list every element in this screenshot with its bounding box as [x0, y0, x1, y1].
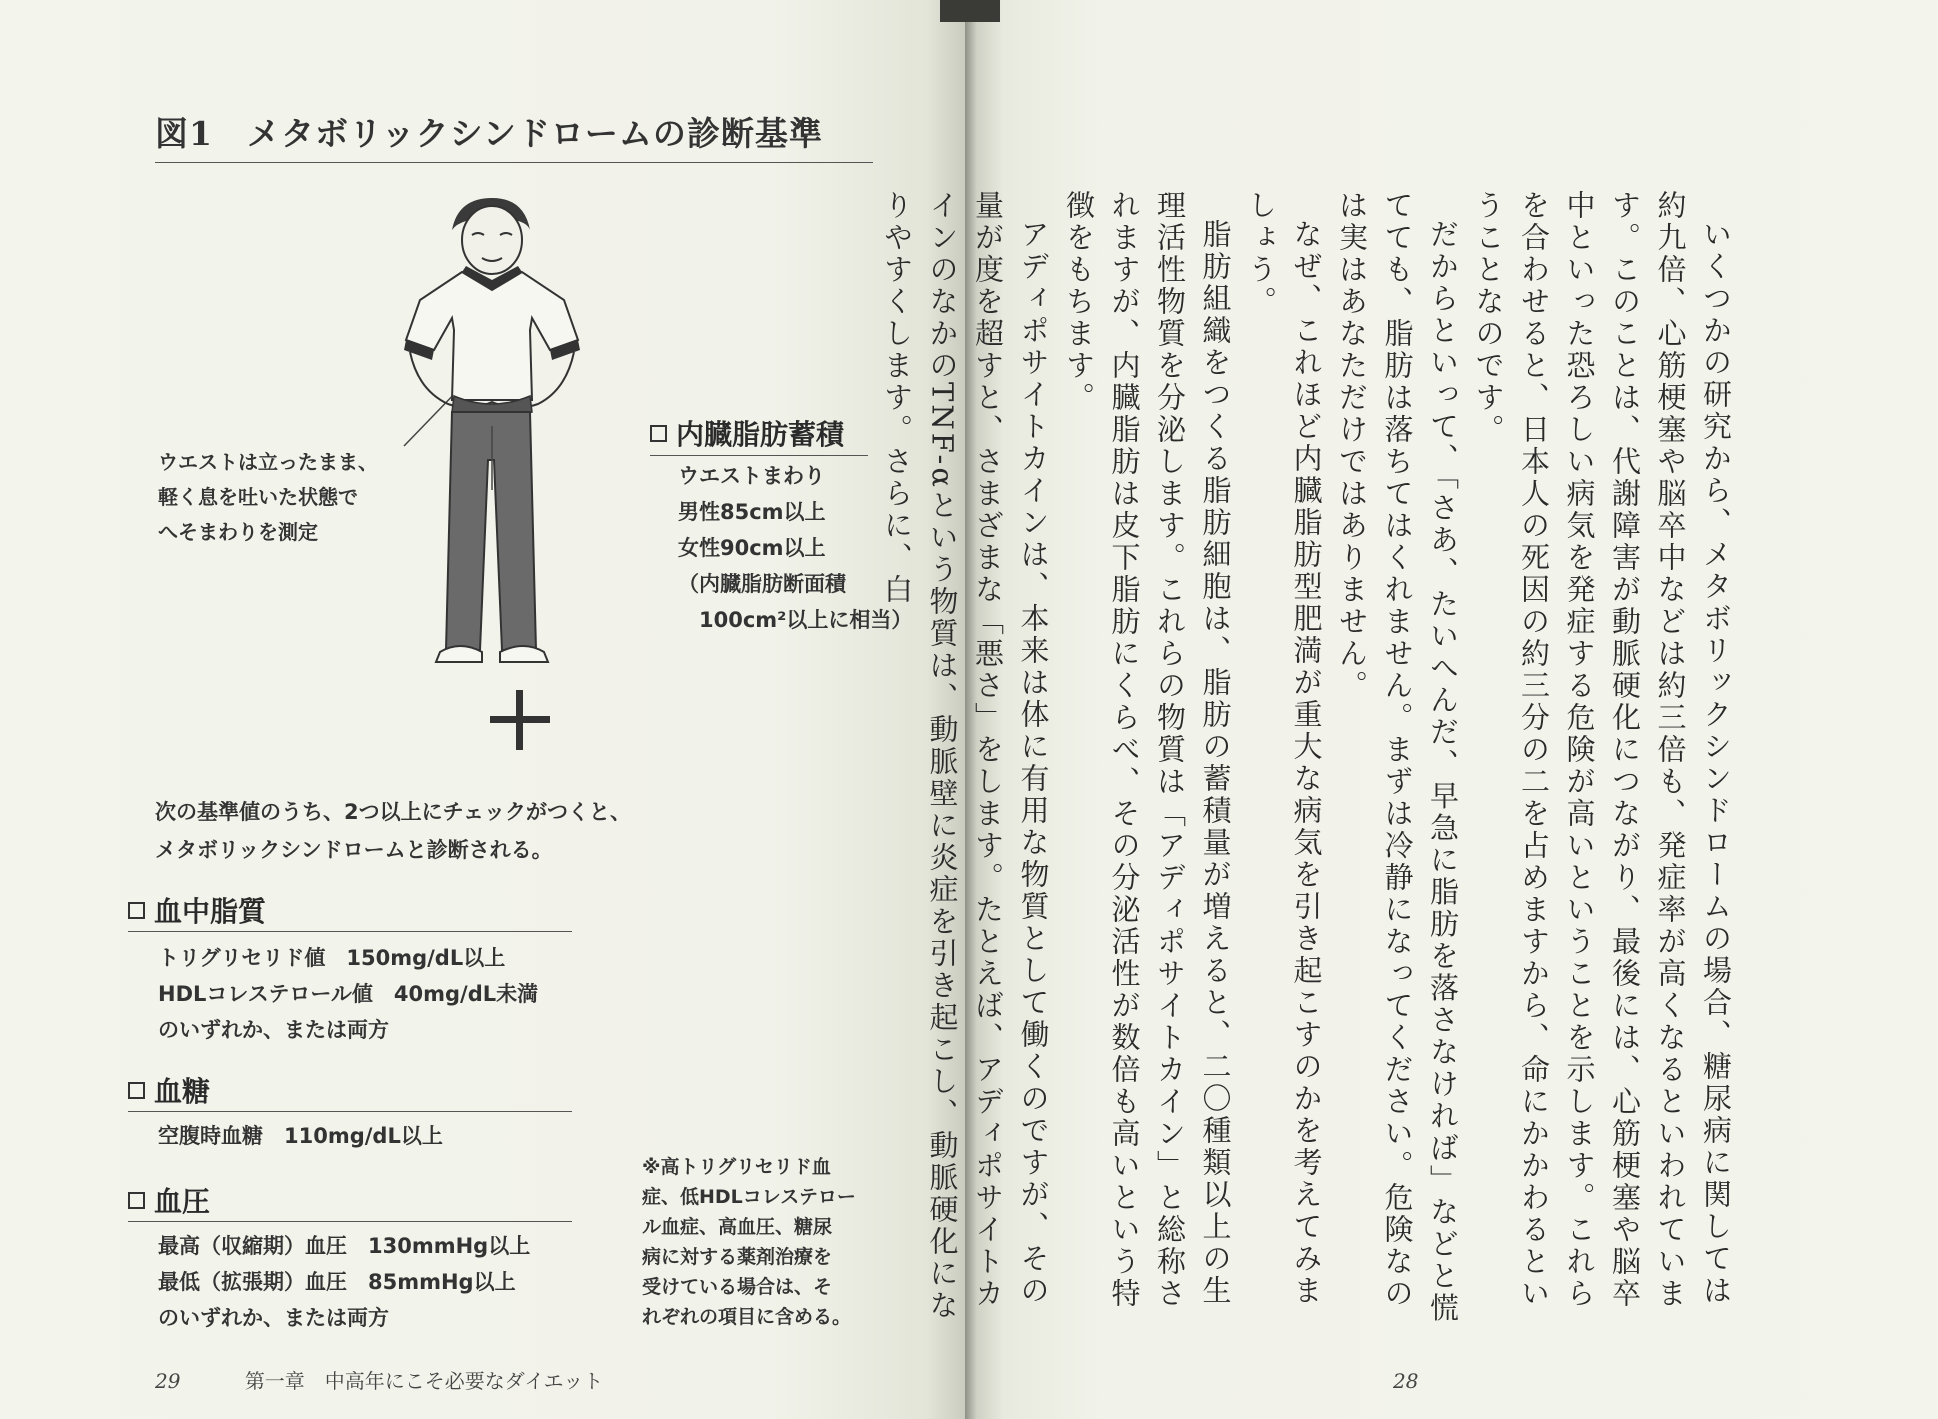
left-page-number: 29 — [155, 1369, 181, 1393]
man-illustration — [400, 190, 640, 670]
chapter-title: 第一章 中高年にこそ必要なダイエット — [244, 1369, 604, 1393]
blood-sugar-body: 空腹時血糖 110mg/dL以上 — [158, 1124, 443, 1148]
body-text — [874, 190, 1739, 1330]
visceral-fat-heading — [650, 413, 844, 453]
title-rule — [155, 162, 873, 163]
blood-pressure-heading — [128, 1180, 210, 1220]
visceral-fat-heading-label: 内臓脂肪蓄積 — [676, 418, 845, 451]
blood-lipid-heading — [128, 890, 266, 930]
figure-title: 図1 メタボリックシンドロームの診断基準 — [155, 114, 823, 153]
blood-sugar-rule — [128, 1111, 572, 1112]
blood-sugar-heading — [128, 1070, 210, 1110]
paragraph: なぜ、これほど内臓脂肪型肥満が重大な病気を引き起こすのかを考えてみましょう。 — [1244, 190, 1324, 1307]
paragraph: アディポサイトカインは、本来は体に有用な物質として働くのですが、その量が度を超すと、さまざまな「悪さ」をします。たとえば、アディポサイトカインのなかのTNF-αという物質は、動脈壁に炎症を引き起こし、動脈硬化になりやすくします。さらに、白 — [880, 190, 1051, 1322]
paragraph: いくつかの研究から、メタボリックシンドロームの場合、糖尿病に関しては約九倍、心筋梗塞や脳卒中などは約三倍も、発症率が高くなるといわれています。このことは、代謝障害が動脈硬化につながり、最後には、心筋梗塞や脳卒中といった恐ろしい病気を発症する危険が高いということを示します。これらを合わせると、日本人の死因の約三分の二を占めますから、命にかかわるということなのです。 — [1471, 190, 1733, 1310]
visceral-fat-body: ウエストまわり 男性85cm以上 女性90cm以上 （内臓脂肪断面積 100cm²以上に相当） — [678, 464, 913, 632]
blood-pressure-heading-label: 血圧 — [154, 1185, 211, 1218]
left-footer — [155, 1365, 603, 1394]
right-page-number: 28 — [1393, 1369, 1419, 1393]
blood-lipid-rule — [128, 931, 572, 932]
plus-icon — [490, 690, 550, 750]
footnote: ※高トリグリセリド血 症、低HDLコレステロー ル血症、高血圧、糖尿 病に対する薬剤治療を 受けている場合は、そ れぞれの項目に含める。 — [642, 1156, 856, 1328]
checkbox-icon — [128, 1082, 145, 1099]
paragraph: だからといって、「さあ、たいへんだ、早急に脂肪を落さなければ」などと慌てても、脂肪は落ちてはくれません。まずは冷静になってください。危険なのは実はあなただけではありません。 — [1335, 190, 1460, 1325]
blood-pressure-rule — [128, 1221, 572, 1222]
right-page — [880, 0, 1938, 1419]
blood-pressure-body: 最高（収縮期）血圧 130mmHg以上 最低（拡張期）血圧 85mmHg以上 のいずれか、または両方 — [158, 1234, 531, 1330]
checkbox-icon — [650, 425, 667, 442]
waist-measurement-note: ウエストは立ったまま、 軽く息を吐いた状態で へそまわりを測定 — [158, 450, 378, 544]
criteria-intro: 次の基準値のうち、2つ以上にチェックがつくと、 メタボリックシンドロームと診断される。 — [155, 800, 631, 862]
blood-lipid-heading-label: 血中脂質 — [154, 895, 267, 928]
blood-sugar-heading-label: 血糖 — [154, 1075, 211, 1108]
visceral-fat-rule — [650, 455, 868, 456]
checkbox-icon — [128, 902, 145, 919]
paragraph: 脂肪組織をつくる脂肪細胞は、脂肪の蓄積量が増えると、二〇種類以上の生理活性物質を分泌します。これらの物質は「アディポサイトカイン」と総称されますが、内臓脂肪は皮下脂肪にくらべ、その分泌活性が数倍も高いという特徴をもちます。 — [1062, 190, 1233, 1310]
left-page — [0, 0, 965, 1419]
book-spine — [940, 0, 1000, 22]
blood-lipid-body: トリグリセリド値 150mg/dL以上 HDLコレステロール値 40mg/dL未満 のいずれか、または両方 — [158, 946, 539, 1042]
checkbox-icon — [128, 1192, 145, 1209]
